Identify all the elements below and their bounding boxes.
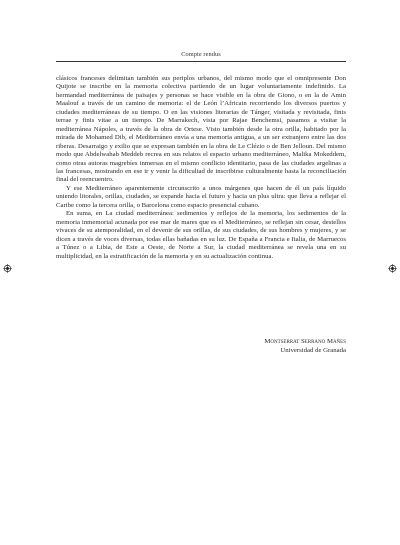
registration-mark-right-icon <box>388 264 397 273</box>
signature-block <box>264 337 346 355</box>
body-text <box>56 75 346 261</box>
header-rule <box>56 61 346 62</box>
author-affiliation: Universidad de Granada <box>280 347 346 354</box>
registration-mark-left-icon <box>3 264 12 273</box>
running-header: Compte rendus <box>181 51 221 58</box>
paragraph-3: En suma, en La ciudad mediterránea: sedimentos y reflejos de la memoria, los sedimentos de la memoria inmemorial acunada por ese mar de mares que es el Mediterráneo, se reflejan sin cesar, destellos vivaces de su atemporalidad, en el devenir de sus orillas, de sus ciudades, de sus hombres y mujeres, y se dicen a través de voces diversas, todas ellas bañadas en su luz. De España a Francia e Italia, de Marruecos a Túnez o a Libia, de Este a Oeste, de Norte a Sur, la ciudad mediterránea se revela una en su multiplicidad, en la estratificación de la memoria y en su actualización continua. <box>56 210 346 260</box>
paragraph-2: Y ese Mediterráneo aparentemente circunscrito a unos márgenes que hacen de él un país líquido uniendo litorales, orillas, ciudades, se expande hacia el futuro y hacia un plus ultra: que lleva a reflejar el Caribe como la tercera orilla, o Barcelona como espacio presencial cubano. <box>56 184 346 209</box>
paragraph-1: clásicos franceses delimitan también sus periplos urbanos, del mismo modo que el omnipresente Don Quijote se inscribe en la memoria colectiva partiendo de un lugar voluntariamente indefinido. La hermandad mediterránea de paisajes y personas se hace visible en la obra de Giono, o en la de Amin Maalouf a través de un camino de memoria: el de León l’Africain recorriendo los diversos puertos y ciudades mediterráneas de su tiempo. O en las visiones literarias de Tánger, visitada y revisitada, finis terrae y finis vitae a un tiempo. De Marrakech, vista por Rajae Benchemsi, pasamos a visitar la mediterránea Nápoles, a través de la obra de Ortese. Visto también desde la otra orilla, habitado por la mirada de Mohamed Dib, el Mediterráneo envía a una memoria antigua, a un ser extranjero entre las dos riberas. Desarraigo y exilio que se expresan también en la obra de Le Clézio o de Ben Jelloun. Del mismo modo que Abdelwahab Meddeb recrea en sus relatos el espacio urbano mediterráneo, Malika Mokeddem, como otras autoras magrebíes inmersas en el mismo conflicto identitario, pasa de las ciudades argelinas a las francesas, mostrando en ese ir y venir la dificultad de inscribirse culturalmente hasta la reconciliación final del reencuentro. <box>56 75 346 184</box>
author-name: Montserrat Serrano Mañes <box>264 338 346 345</box>
